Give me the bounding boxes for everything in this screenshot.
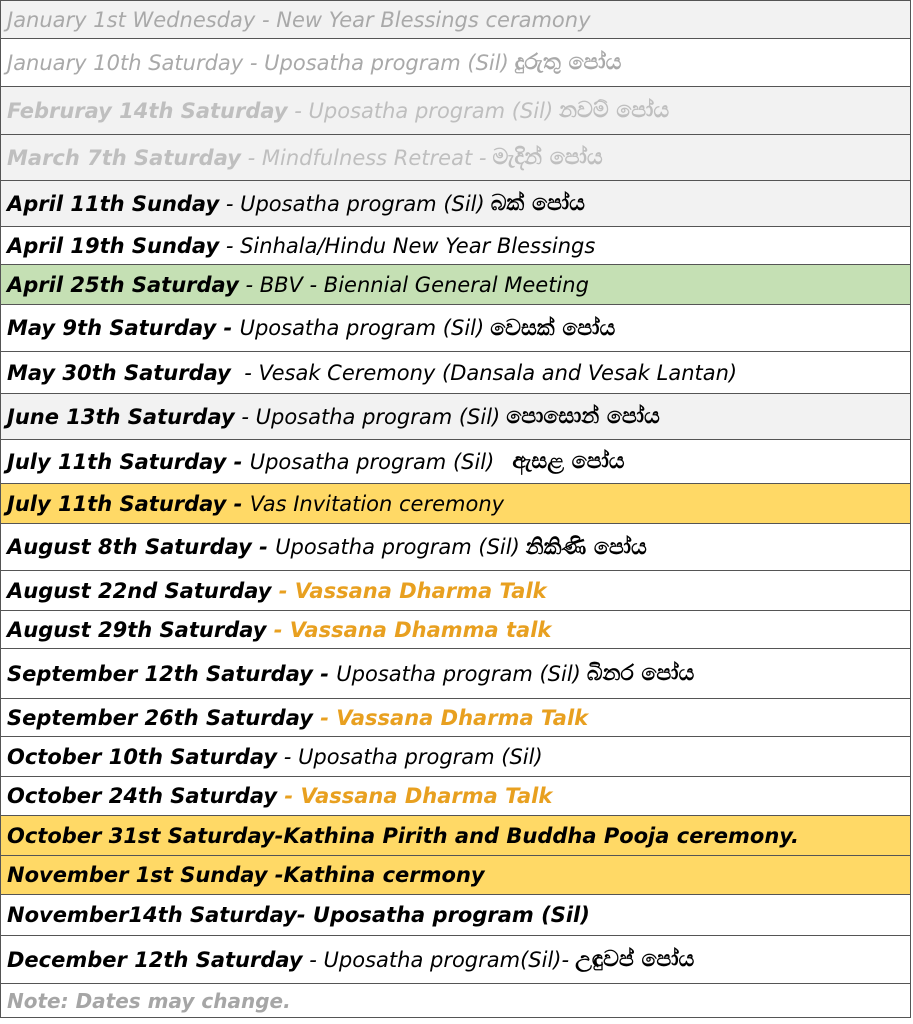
- separator: -: [296, 903, 313, 927]
- event-description: Mindfulness Retreat -: [261, 145, 487, 170]
- table-row: [1, 571, 911, 611]
- separator: -: [238, 272, 260, 297]
- event-description: Vas Invitation ceremony: [249, 491, 505, 516]
- separator: -: [251, 535, 276, 559]
- table-row: [1, 611, 911, 649]
- table-row: [1, 135, 911, 181]
- separator: -: [266, 617, 290, 642]
- event-date: Februray 14th Saturday: [7, 98, 288, 123]
- table-row: [1, 484, 911, 524]
- note-text: Note: Dates may change.: [7, 988, 291, 1013]
- poya-label: පොසොන් පෝය: [506, 404, 660, 429]
- table-row: [1, 649, 911, 699]
- poya-label: මැදින් පෝය: [492, 145, 603, 170]
- table-row: [1, 737, 911, 777]
- event-date: April 25th Saturday: [7, 272, 239, 297]
- event-date: November14th Saturday: [7, 903, 297, 927]
- separator: -: [267, 863, 284, 887]
- event-date: August 22nd Saturday: [7, 578, 272, 603]
- event-description: Uposatha program (Sil): [298, 744, 543, 769]
- table-row: [1, 856, 911, 895]
- event-date: June 13th Saturday: [7, 404, 235, 429]
- event-description: Sinhala/Hindu New Year Blessings: [240, 233, 596, 258]
- table-row: [1, 816, 911, 856]
- table-row: [1, 936, 911, 984]
- separator: -: [240, 145, 262, 170]
- event-description: Vesak Ceremony (Dansala and Vesak Lantan): [258, 360, 738, 385]
- event-description: Uposatha program(Sil)-: [323, 947, 570, 972]
- event-date: October 24th Saturday: [7, 784, 278, 808]
- separator: -: [226, 449, 250, 474]
- event-description: Uposatha program (Sil): [249, 449, 495, 474]
- separator: -: [216, 316, 240, 340]
- event-date: May 9th Saturday: [7, 316, 217, 340]
- separator: -: [255, 7, 277, 32]
- event-date: March 7th Saturday: [7, 145, 241, 170]
- separator: -: [219, 233, 241, 258]
- table-row: [1, 352, 911, 394]
- separator: -: [230, 360, 259, 385]
- separator: -: [226, 491, 250, 516]
- table-row: [1, 265, 911, 305]
- poya-label: නවම් පෝය: [559, 98, 670, 123]
- event-description: Uposatha program (Sil): [240, 191, 485, 216]
- table-row: [1, 305, 911, 352]
- poya-label: ඇසළ පෝය: [512, 449, 625, 474]
- separator: -: [277, 744, 299, 769]
- table-row: [1, 181, 911, 227]
- separator: -: [312, 661, 337, 686]
- event-date: August 29th Saturday: [7, 617, 267, 642]
- table-row: [1, 39, 911, 87]
- poya-label: බිනර පෝය: [586, 661, 695, 686]
- event-description: Vassana Dharma Talk: [300, 784, 553, 808]
- table-row: [1, 87, 911, 135]
- event-date: September 12th Saturday: [7, 661, 313, 686]
- separator: -: [219, 191, 241, 216]
- separator: -: [277, 784, 301, 808]
- event-description: Kathina Pirith and Buddha Pooja ceremony.: [283, 823, 800, 848]
- event-date: September 26th Saturday: [7, 705, 313, 730]
- event-date: January 10th Saturday: [7, 50, 244, 75]
- separator: -: [274, 823, 284, 848]
- event-date: April 19th Sunday: [7, 233, 220, 258]
- event-description: Uposatha program (Sil): [336, 661, 581, 686]
- table-row: [1, 440, 911, 484]
- table-row: [1, 895, 911, 936]
- event-date: December 12th Saturday: [7, 947, 303, 972]
- table-row: [1, 1, 911, 39]
- event-date: October 31st Saturday: [7, 823, 275, 848]
- separator: -: [287, 98, 309, 123]
- event-date: October 10th Saturday: [7, 744, 278, 769]
- table-row: [1, 777, 911, 816]
- event-date: May 30th Saturday: [7, 360, 231, 385]
- table-row: [1, 524, 911, 571]
- event-date: July 11th Saturday: [7, 491, 227, 516]
- event-description: BBV - Biennial General Meeting: [259, 272, 589, 297]
- event-description: New Year Blessings ceramony: [276, 7, 591, 32]
- event-description: Uposatha program (Sil): [275, 535, 520, 559]
- event-date: April 11th Sunday: [7, 191, 220, 216]
- poya-label: වෙසක් පෝය: [490, 315, 616, 341]
- poya-label: දුරුතු පෝය: [514, 50, 622, 75]
- table-row: [1, 699, 911, 737]
- poya-label: උඳුවප් පෝය: [575, 947, 695, 972]
- event-date: November 1st Sunday: [7, 863, 268, 887]
- event-description: Uposatha program (Sil): [239, 316, 485, 340]
- event-description: Uposatha program (Sil): [264, 50, 509, 75]
- separator: -: [234, 404, 256, 429]
- event-description: Vassana Dharma Talk: [336, 705, 589, 730]
- event-date: July 11th Saturday: [7, 449, 227, 474]
- event-description: Uposatha program (Sil): [255, 404, 501, 429]
- event-date: January 1st Wednesday: [7, 7, 256, 32]
- poya-label: නිකිණි පෝය: [525, 534, 647, 560]
- event-description: Uposatha program (Sil): [312, 903, 590, 927]
- event-description: Kathina cermony: [283, 863, 485, 887]
- event-description: Uposatha program (Sil): [308, 98, 554, 123]
- separator: -: [312, 705, 337, 730]
- separator: -: [271, 578, 295, 603]
- table-row: [1, 227, 911, 265]
- note-row: [1, 984, 911, 1018]
- separator: -: [302, 947, 324, 972]
- poya-label: බක් පෝය: [490, 191, 585, 216]
- event-description: Vassana Dharma Talk: [294, 578, 547, 603]
- separator: -: [243, 50, 265, 75]
- table-row: [1, 394, 911, 440]
- event-date: August 8th Saturday: [7, 535, 252, 559]
- event-description: Vassana Dhamma talk: [289, 617, 552, 642]
